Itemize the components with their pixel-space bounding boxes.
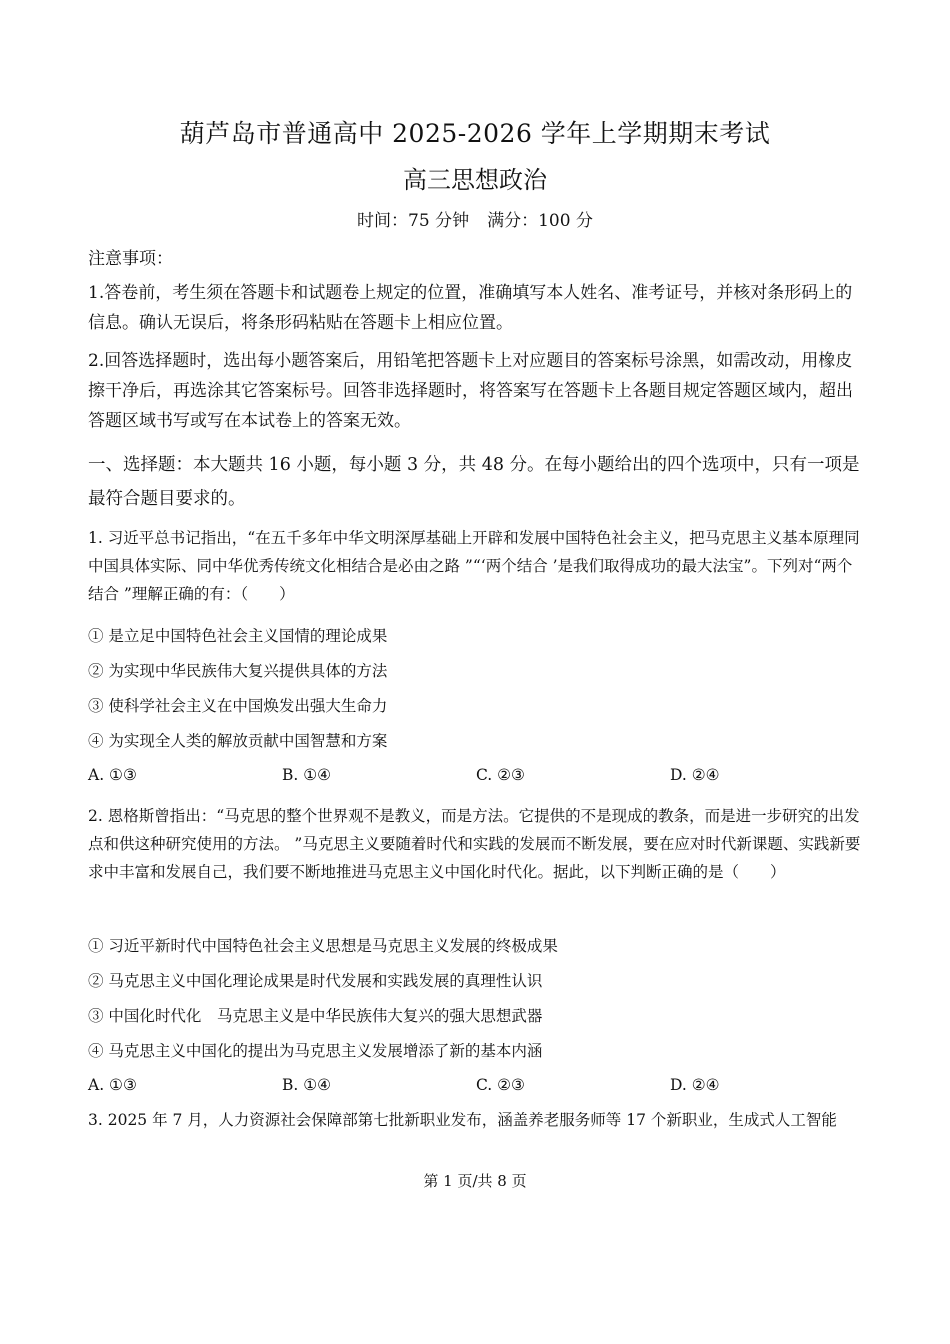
question-2-option: ③ 中国化时代化 马克思主义是中华民族伟大复兴的强大思想武器 xyxy=(88,1007,543,1025)
question-2-stem: 2. 恩格斯曾指出：“马克思的整个世界观不是教义，而是方法。它提供的不是现成的教条，而是进一步研究的出发点和供这种研究使用的方法。 ”马克思主义要随着时代和实践的发展而不断发展，要在应对时代新课题、实践新要求中丰富和发展自己，我们要不断地推进马克思主义中国化时代化。据此，以下判断正确的是（ ） xyxy=(88,807,861,881)
notice-item-2: 2.回答选择题时，选出每小题答案后，用铅笔把答题卡上对应题目的答案标号涂黑，如需改动，用橡皮擦干净后，再选涂其它答案标号。回答非选择题时，将答案写在答题卡上各题目规定答题区域内，超出答题区域书写或写在本试卷上的答案无效。 xyxy=(88,351,853,431)
page-number: 第 1 页/共 8 页 xyxy=(423,1172,527,1190)
exam-subject: 高三思想政治 xyxy=(403,166,547,194)
question-1-choice-d: D. ②④ xyxy=(670,766,720,784)
exam-meta xyxy=(0,206,950,231)
question-3-stem: 3. 2025 年 7 月，人力资源社会保障部第七批新职业发布，涵盖养老服务师等 17 个新职业，生成式人工智能 xyxy=(88,1111,837,1129)
question-2-choice-a: A. ①③ xyxy=(88,1076,137,1094)
score-label: 满分：100 分 xyxy=(487,211,593,231)
question-2-choice-d: D. ②④ xyxy=(670,1076,720,1094)
question-2-option: ④ 马克思主义中国化的提出为马克思主义发展增添了新的基本内涵 xyxy=(88,1042,543,1060)
notice-item-1: 1.答卷前，考生须在答题卡和试题卷上规定的位置，准确填写本人姓名、准考证号，并核对条形码上的信息。确认无误后，将条形码粘贴在答题卡上相应位置。 xyxy=(88,283,853,333)
time-label: 时间：75 分钟 xyxy=(357,211,470,231)
exam-title: 葫芦岛市普通高中 2025-2026 学年上学期期末考试 xyxy=(179,119,771,148)
question-1-stem: 1. 习近平总书记指出，“在五千多年中华文明深厚基础上开辟和发展中国特色社会主义，把马克思主义基本原理同中国具体实际、同中华优秀传统文化相结合是必由之路 ”“‘两个结合 ’是我们取得成功的最大法宝”。下列对“两个结合 ”理解正确的有：（ ） xyxy=(88,529,860,603)
question-1-option: ③ 使科学社会主义在中国焕发出强大生命力 xyxy=(88,697,388,715)
question-1-choice-c: C. ②③ xyxy=(476,766,525,784)
question-2-choice-c: C. ②③ xyxy=(476,1076,525,1094)
question-2-option: ② 马克思主义中国化理论成果是时代发展和实践发展的真理性认识 xyxy=(88,972,543,990)
question-1-option: ④ 为实现全人类的解放贡献中国智慧和方案 xyxy=(88,732,388,750)
section-instruction: 一、选择题：本大题共 16 小题，每小题 3 分，共 48 分。在每小题给出的四个选项中，只有一项是最符合题目要求的。 xyxy=(88,455,860,509)
question-1-choice-b: B. ①④ xyxy=(282,766,332,784)
question-1-choice-a: A. ①③ xyxy=(88,766,137,784)
question-1-option: ② 为实现中华民族伟大复兴提供具体的方法 xyxy=(88,662,388,680)
question-2-option: ① 习近平新时代中国特色社会主义思想是马克思主义发展的终极成果 xyxy=(88,937,558,955)
notice-heading: 注意事项： xyxy=(88,249,173,269)
question-1-option: ① 是立足中国特色社会主义国情的理论成果 xyxy=(88,627,388,645)
question-2-choice-b: B. ①④ xyxy=(282,1076,332,1094)
